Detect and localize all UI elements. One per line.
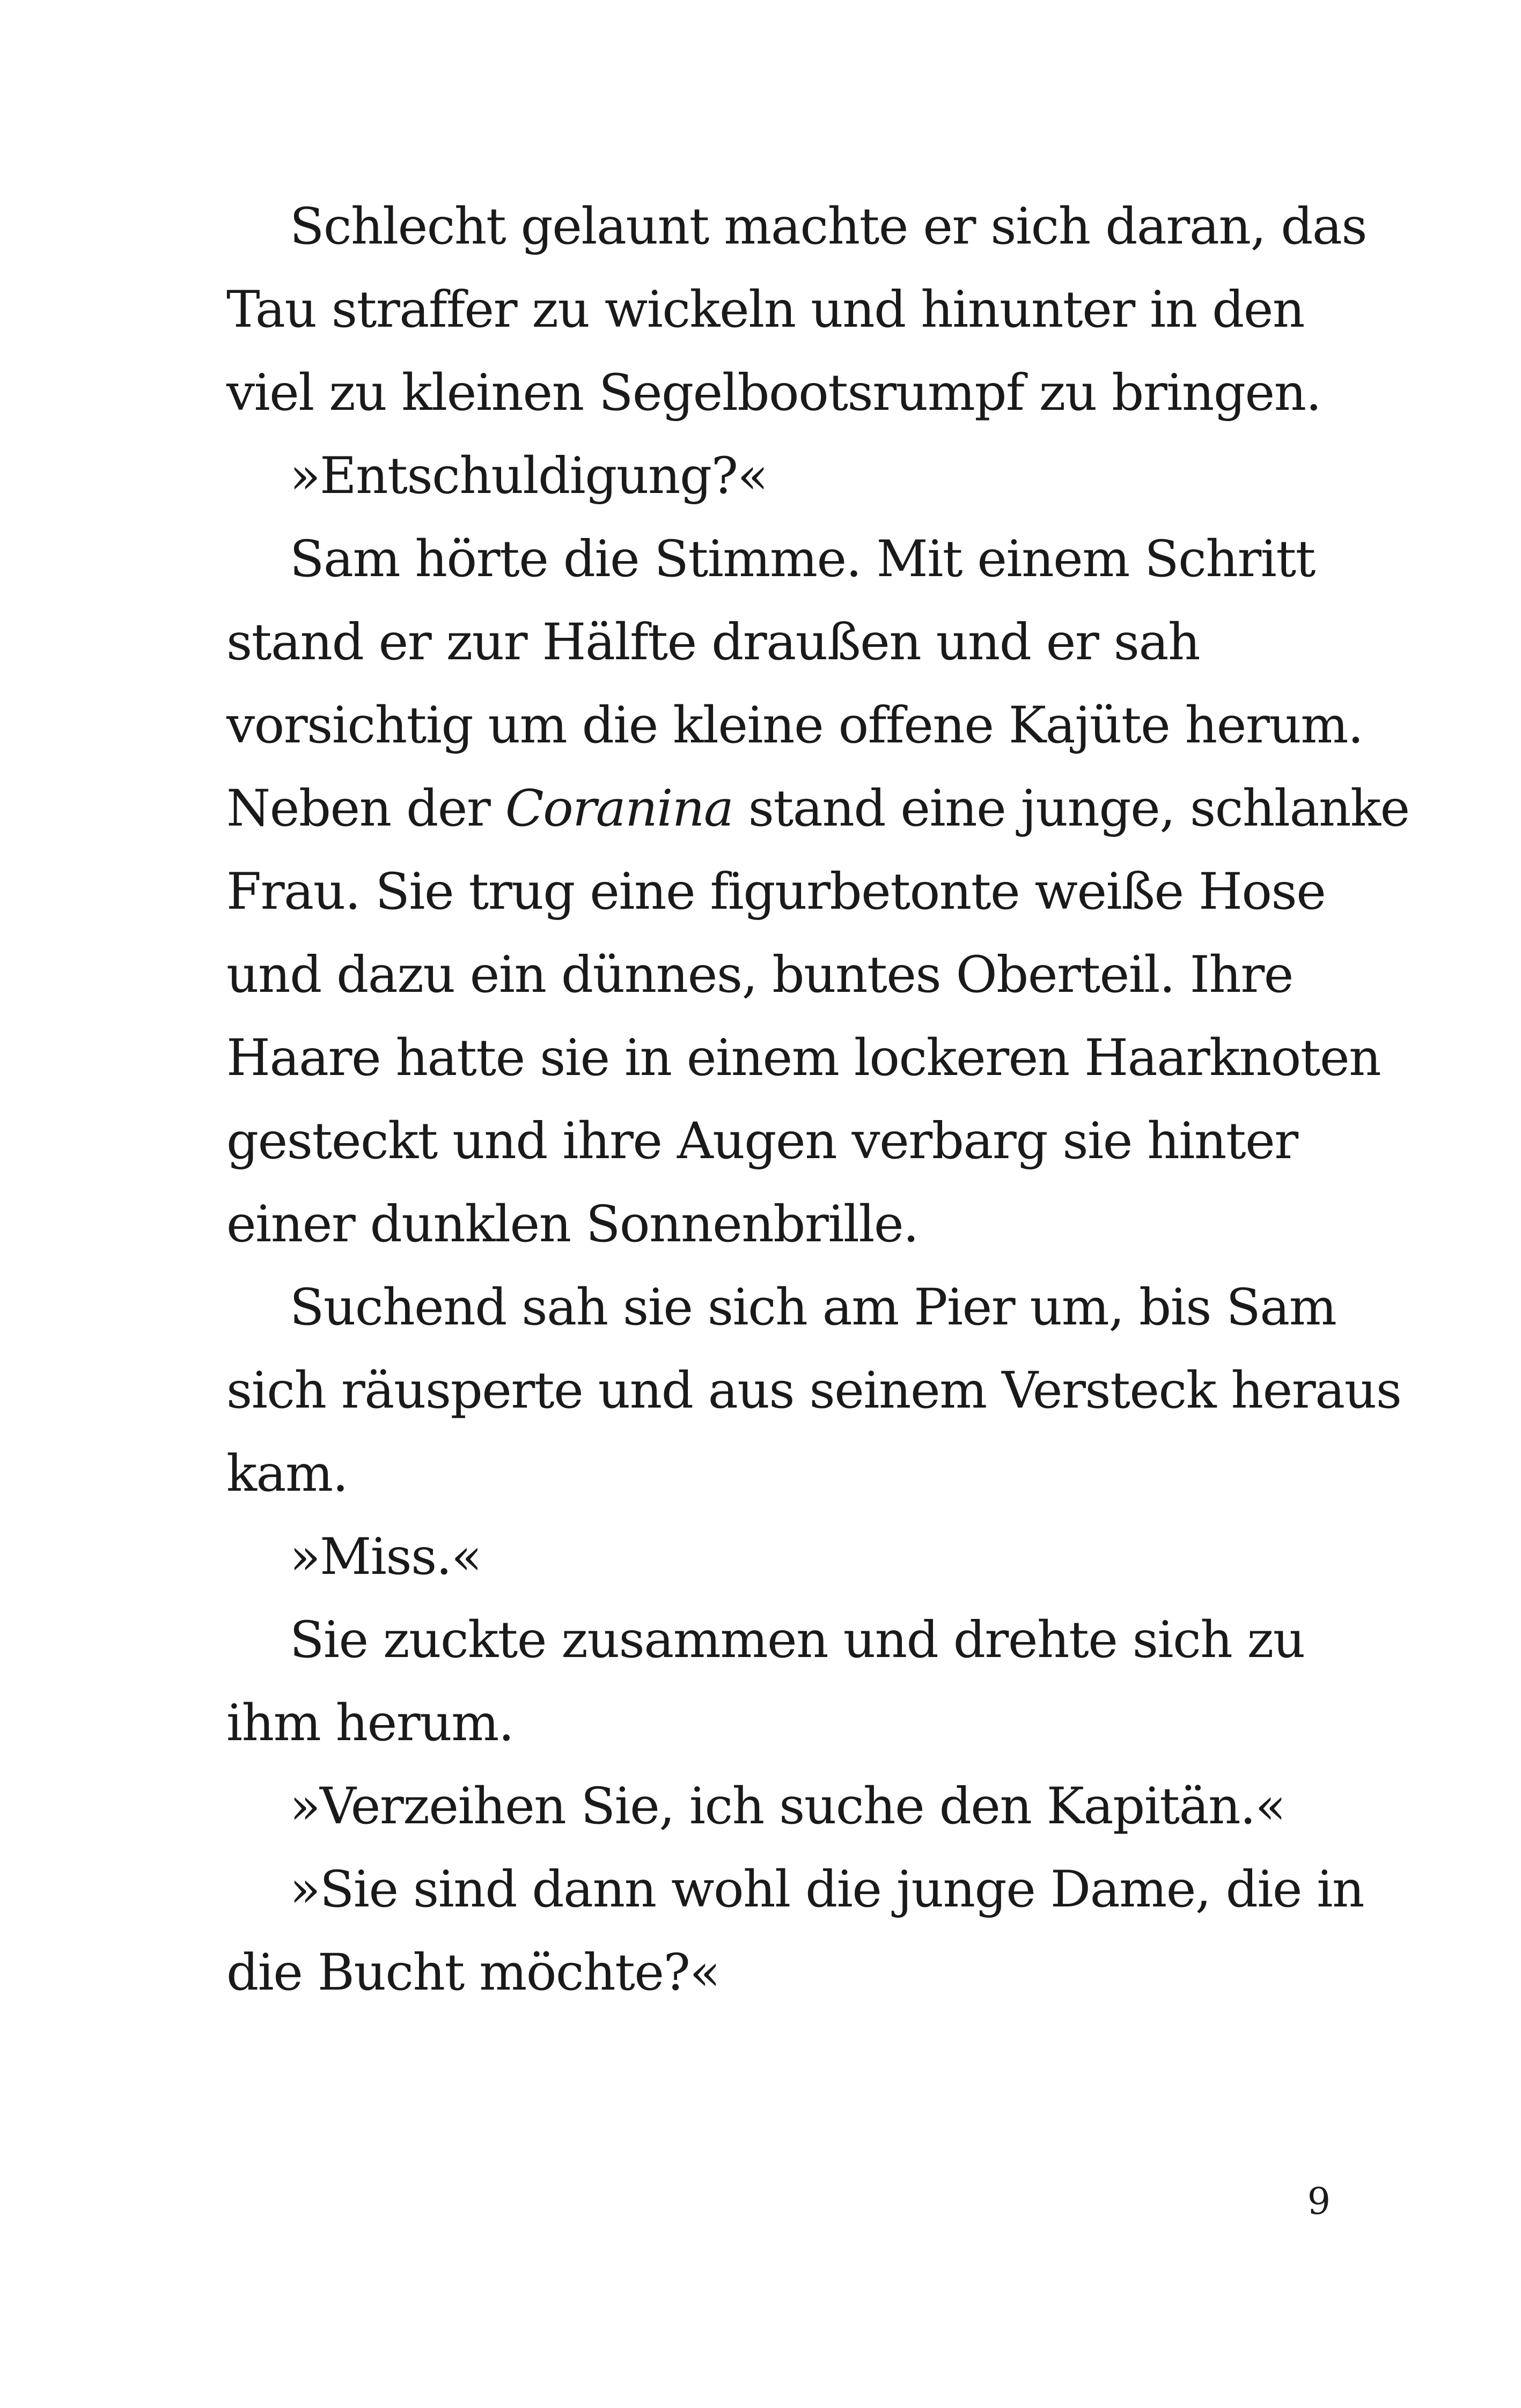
text-line: Tau straffer zu wickeln und hinunter in den — [226, 281, 1304, 339]
text-segment: Neben der — [226, 779, 505, 838]
body-text — [226, 185, 1409, 2014]
text-line: kam. — [226, 1445, 348, 1503]
text-line — [226, 767, 1409, 850]
text-segment: stand eine junge, schlanke — [733, 779, 1409, 838]
text-line: einer dunklen Sonnenbrille. — [226, 1195, 919, 1254]
text-line: Haare hatte sie in einem lockeren Haarknoten — [226, 1029, 1381, 1087]
text-line: »Sie sind dann wohl die junge Dame, die in — [290, 1860, 1364, 1919]
text-line: die Bucht möchte?« — [226, 1943, 720, 2002]
text-line: und dazu ein dünnes, buntes Oberteil. Ihre — [226, 946, 1293, 1004]
text-line: ihm herum. — [226, 1694, 514, 1752]
page-number: 9 — [1307, 2181, 1331, 2223]
text-line: Sie zuckte zusammen und drehte sich zu — [290, 1611, 1305, 1669]
text-line: Frau. Sie trug eine figurbetonte weiße Hose — [226, 863, 1326, 921]
text-line: »Entschuldigung?« — [290, 447, 768, 505]
text-line: sich räusperte und aus seinem Versteck heraus — [226, 1361, 1401, 1420]
text-line: Suchend sah sie sich am Pier um, bis Sam — [290, 1278, 1336, 1337]
text-line: viel zu kleinen Segelbootsrumpf zu bringen. — [226, 364, 1321, 422]
text-line: stand er zur Hälfte draußen und er sah — [226, 613, 1200, 672]
text-line: Schlecht gelaunt machte er sich daran, das — [290, 197, 1367, 256]
text-line: »Verzeihen Sie, ich suche den Kapitän.« — [290, 1777, 1285, 1836]
text-line: Sam hörte die Stimme. Mit einem Schritt — [290, 530, 1315, 588]
text-line: »Miss.« — [290, 1528, 482, 1586]
ship-name: Coranina — [505, 779, 733, 838]
text-line: vorsichtig um die kleine offene Kajüte herum. — [226, 696, 1363, 755]
text-line: gesteckt und ihre Augen verbarg sie hinter — [226, 1112, 1298, 1170]
